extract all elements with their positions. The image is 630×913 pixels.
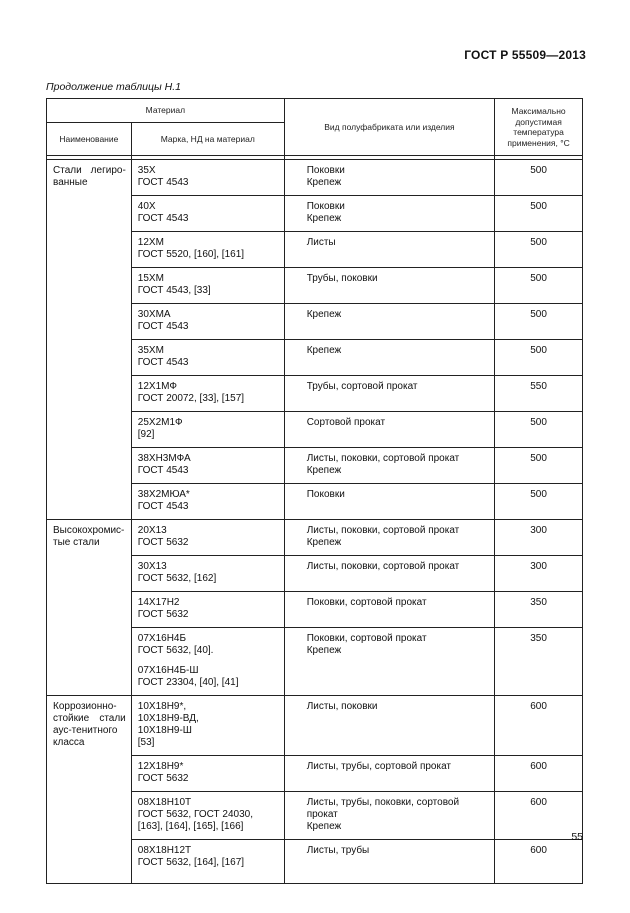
grade-cell <box>131 448 284 484</box>
kind-line: Крепеж <box>306 645 342 656</box>
material-group-name: Высокохромис-тые стали <box>47 520 132 696</box>
grade-cell <box>131 520 284 556</box>
temp-cell: 600 <box>495 696 583 756</box>
kind-line: Листы, трубы <box>306 845 370 856</box>
kind-cell <box>284 304 494 340</box>
grade-line: 20Х13 <box>137 525 167 536</box>
grade-line: ГОСТ 5632, [40]. <box>137 645 214 656</box>
kind-cell <box>284 412 494 448</box>
grade-line: 38Х2МЮА* <box>137 489 190 500</box>
grade-line: 35ХМ <box>137 345 164 356</box>
temp-cell: 500 <box>495 412 583 448</box>
table-row <box>47 696 583 756</box>
kind-line: Поковки, сортовой прокат <box>306 597 427 608</box>
grade-cell <box>131 160 284 196</box>
grade-line: [163], [164], [165], [166] <box>137 821 244 832</box>
kind-line: Листы <box>306 237 336 248</box>
grade-cell <box>131 268 284 304</box>
temp-cell: 500 <box>495 196 583 232</box>
grade-cell <box>131 304 284 340</box>
kind-cell <box>284 484 494 520</box>
kind-line: Крепеж <box>306 345 342 356</box>
material-group-name: Коррозионно-стойкие стали аус-тенитного класса <box>47 696 132 884</box>
document-header: ГОСТ Р 55509—2013 <box>464 48 586 62</box>
temp-cell: 600 <box>495 792 583 840</box>
grade-line: ГОСТ 4543 <box>137 213 189 224</box>
material-group-name: Стали легиро-ванные <box>47 160 132 520</box>
grade-line: [53] <box>137 737 155 748</box>
grade-line: ГОСТ 4543 <box>137 321 189 332</box>
kind-cell <box>284 592 494 628</box>
temp-cell: 350 <box>495 592 583 628</box>
grade-line: 30ХМА <box>137 309 171 320</box>
temp-cell: 500 <box>495 304 583 340</box>
kind-line: Крепеж <box>306 213 342 224</box>
grade-line: 08Х18Н12Т <box>137 845 192 856</box>
kind-cell <box>284 556 494 592</box>
grade-cell <box>131 696 284 756</box>
grade-line: 25Х2М1Ф <box>137 417 183 428</box>
grade-cell <box>131 376 284 412</box>
temp-cell: 550 <box>495 376 583 412</box>
kind-cell <box>284 840 494 884</box>
grade-line: ГОСТ 23304, [40], [41] <box>137 677 239 688</box>
grade-line: 14Х17Н2 <box>137 597 180 608</box>
table-caption: Продолжение таблицы Н.1 <box>46 81 181 93</box>
kind-line: Крепеж <box>306 309 342 320</box>
kind-line: Листы, трубы, поковки, сортовой прокат <box>306 797 460 820</box>
grade-line: 07Х16Н4Б-Ш <box>137 665 199 676</box>
grade-line: ГОСТ 5632 <box>137 609 189 620</box>
temp-cell: 500 <box>495 340 583 376</box>
kind-line: Поковки <box>306 165 345 176</box>
grade-line: ГОСТ 4543, [33] <box>137 285 211 296</box>
grade-cell <box>131 756 284 792</box>
grade-line: ГОСТ 5632, [162] <box>137 573 217 584</box>
grade-cell <box>131 592 284 628</box>
grade-line: ГОСТ 5632 <box>137 773 189 784</box>
table-row <box>47 160 583 196</box>
kind-line: Листы, поковки, сортовой прокат <box>306 453 460 464</box>
temp-cell: 500 <box>495 232 583 268</box>
grade-line: 12ХМ <box>137 237 164 248</box>
grade-cell <box>131 340 284 376</box>
kind-line: Поковки, сортовой прокат <box>306 633 427 644</box>
kind-line: Крепеж <box>306 537 342 548</box>
kind-line: Листы, поковки, сортовой прокат <box>306 561 460 572</box>
kind-cell <box>284 160 494 196</box>
kind-cell <box>284 196 494 232</box>
grade-line: ГОСТ 20072, [33], [157] <box>137 393 245 404</box>
grade-line: 30Х13 <box>137 561 167 572</box>
materials-table <box>46 98 583 884</box>
temp-cell: 500 <box>495 448 583 484</box>
grade-line: 07Х16Н4Б <box>137 633 187 644</box>
grade-line: ГОСТ 5632, ГОСТ 24030, <box>137 809 253 820</box>
kind-line: Листы, поковки <box>306 701 378 712</box>
page-number: 55 <box>571 831 583 843</box>
grade-line: 40Х <box>137 201 156 212</box>
grade-line: ГОСТ 4543 <box>137 357 189 368</box>
kind-line: Крепеж <box>306 177 342 188</box>
grade-line: 10Х18Н9*, <box>137 701 187 712</box>
grade-line: 38ХН3МФА <box>137 453 191 464</box>
kind-cell <box>284 448 494 484</box>
temp-cell: 600 <box>495 756 583 792</box>
table-row <box>47 520 583 556</box>
grade-line: ГОСТ 4543 <box>137 177 189 188</box>
grade-cell <box>131 484 284 520</box>
temp-cell: 350 <box>495 628 583 696</box>
table-body <box>47 156 583 884</box>
header-grade: Марка, НД на материал <box>131 123 284 156</box>
kind-line: Листы, трубы, сортовой прокат <box>306 761 452 772</box>
grade-line: 12Х18Н9* <box>137 761 184 772</box>
grade-line: ГОСТ 5520, [160], [161] <box>137 249 245 260</box>
grade-cell <box>131 196 284 232</box>
grade-line: 10Х18Н9-ВД, <box>137 713 199 724</box>
kind-cell <box>284 792 494 840</box>
temp-cell: 500 <box>495 484 583 520</box>
grade-line: 12Х1МФ <box>137 381 177 392</box>
kind-cell <box>284 520 494 556</box>
grade-line: ГОСТ 4543 <box>137 501 189 512</box>
grade-cell <box>131 628 284 696</box>
grade-line: 15ХМ <box>137 273 164 284</box>
kind-line: Трубы, сортовой прокат <box>306 381 418 392</box>
kind-cell <box>284 696 494 756</box>
kind-cell <box>284 232 494 268</box>
grade-line: [92] <box>137 429 155 440</box>
kind-line: Листы, поковки, сортовой прокат <box>306 525 460 536</box>
temp-cell: 500 <box>495 268 583 304</box>
temp-cell: 300 <box>495 520 583 556</box>
kind-line: Поковки <box>306 489 345 500</box>
grade-cell <box>131 556 284 592</box>
temp-cell: 500 <box>495 160 583 196</box>
temp-cell: 600 <box>495 840 583 884</box>
kind-line: Трубы, поковки <box>306 273 378 284</box>
kind-line: Сортовой прокат <box>306 417 386 428</box>
grade-line: ГОСТ 5632 <box>137 537 189 548</box>
grade-line: ГОСТ 5632, [164], [167] <box>137 857 245 868</box>
kind-line: Крепеж <box>306 465 342 476</box>
grade-cell <box>131 792 284 840</box>
kind-line: Поковки <box>306 201 345 212</box>
kind-cell <box>284 376 494 412</box>
kind-cell <box>284 756 494 792</box>
kind-cell <box>284 628 494 696</box>
grade-line: 10Х18Н9-Ш <box>137 725 192 736</box>
grade-cell <box>131 840 284 884</box>
kind-cell <box>284 340 494 376</box>
header-temp: Максимально допустимая температура применения, °С <box>495 99 583 156</box>
grade-line: 35Х <box>137 165 156 176</box>
grade-line: 08Х18Н10Т <box>137 797 192 808</box>
kind-line: Крепеж <box>306 821 342 832</box>
grade-cell <box>131 412 284 448</box>
temp-cell: 300 <box>495 556 583 592</box>
grade-line: ГОСТ 4543 <box>137 465 189 476</box>
grade-line <box>138 657 280 665</box>
grade-cell <box>131 232 284 268</box>
header-material: Материал <box>47 99 285 123</box>
kind-cell <box>284 268 494 304</box>
header-kind: Вид полуфабриката или изделия <box>284 99 494 156</box>
header-name: Наименование <box>47 123 132 156</box>
